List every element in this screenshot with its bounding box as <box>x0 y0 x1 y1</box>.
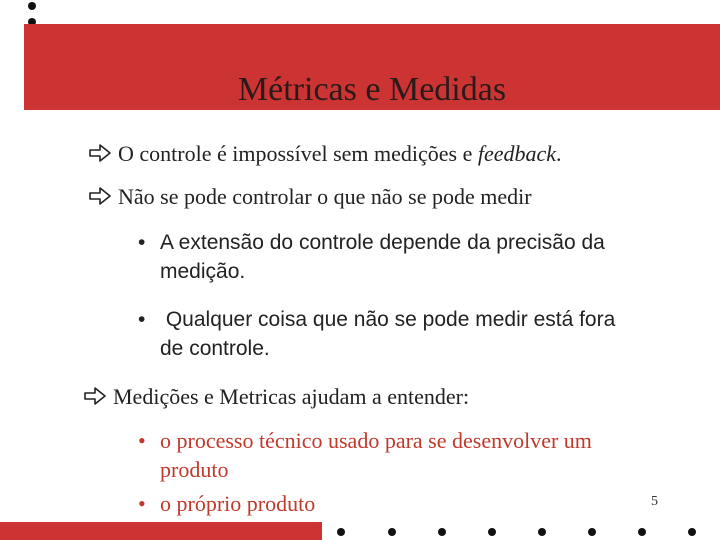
decor-dot <box>337 528 345 536</box>
point-3-text: Medições e Metricas ajudam a entender: <box>113 384 470 409</box>
hollow-right-arrow-icon <box>88 186 112 206</box>
point-1 <box>88 141 562 167</box>
bullet: • <box>138 231 146 254</box>
slide-title: Métricas e Medidas <box>237 71 507 108</box>
sub-point <box>138 489 315 518</box>
point-2-text: Não se pode controlar o que não se pode medir <box>118 184 532 209</box>
point-2 <box>88 184 532 210</box>
point-3 <box>83 384 469 410</box>
bullet: • <box>138 491 146 516</box>
hollow-right-arrow-icon <box>88 143 112 163</box>
decor-dot <box>488 528 496 536</box>
decor-dot <box>438 528 446 536</box>
sub-point-continuation: produto <box>160 457 229 482</box>
decor-dot <box>388 528 396 536</box>
bullet: • <box>138 308 146 331</box>
sub-point-continuation: de controle. <box>160 337 270 360</box>
decor-dot <box>688 528 696 536</box>
page-number: 5 <box>651 494 658 509</box>
sub-point <box>138 426 592 484</box>
decor-dot <box>638 528 646 536</box>
bottom-bar <box>0 522 322 540</box>
bullet: • <box>138 428 146 453</box>
point-1-end: . <box>556 141 562 166</box>
sub-point-text: A extensão do controle depende da precisão da <box>160 231 605 254</box>
point-1-text: O controle é impossível sem medições e <box>118 141 478 166</box>
point-1-emphasis: feedback <box>477 141 557 166</box>
hollow-right-arrow-icon <box>83 386 107 406</box>
sub-point-text: Qualquer coisa que não se pode medir está fora <box>160 308 616 331</box>
sub-point <box>138 228 605 286</box>
sub-point-continuation: medição. <box>160 260 246 283</box>
decor-dot <box>588 528 596 536</box>
sub-point <box>138 305 615 363</box>
decor-dot <box>538 528 546 536</box>
sub-point-text: o processo técnico usado para se desenvolver um <box>160 428 592 453</box>
sub-point-text: o próprio produto <box>160 491 316 516</box>
decor-dot <box>28 2 36 10</box>
